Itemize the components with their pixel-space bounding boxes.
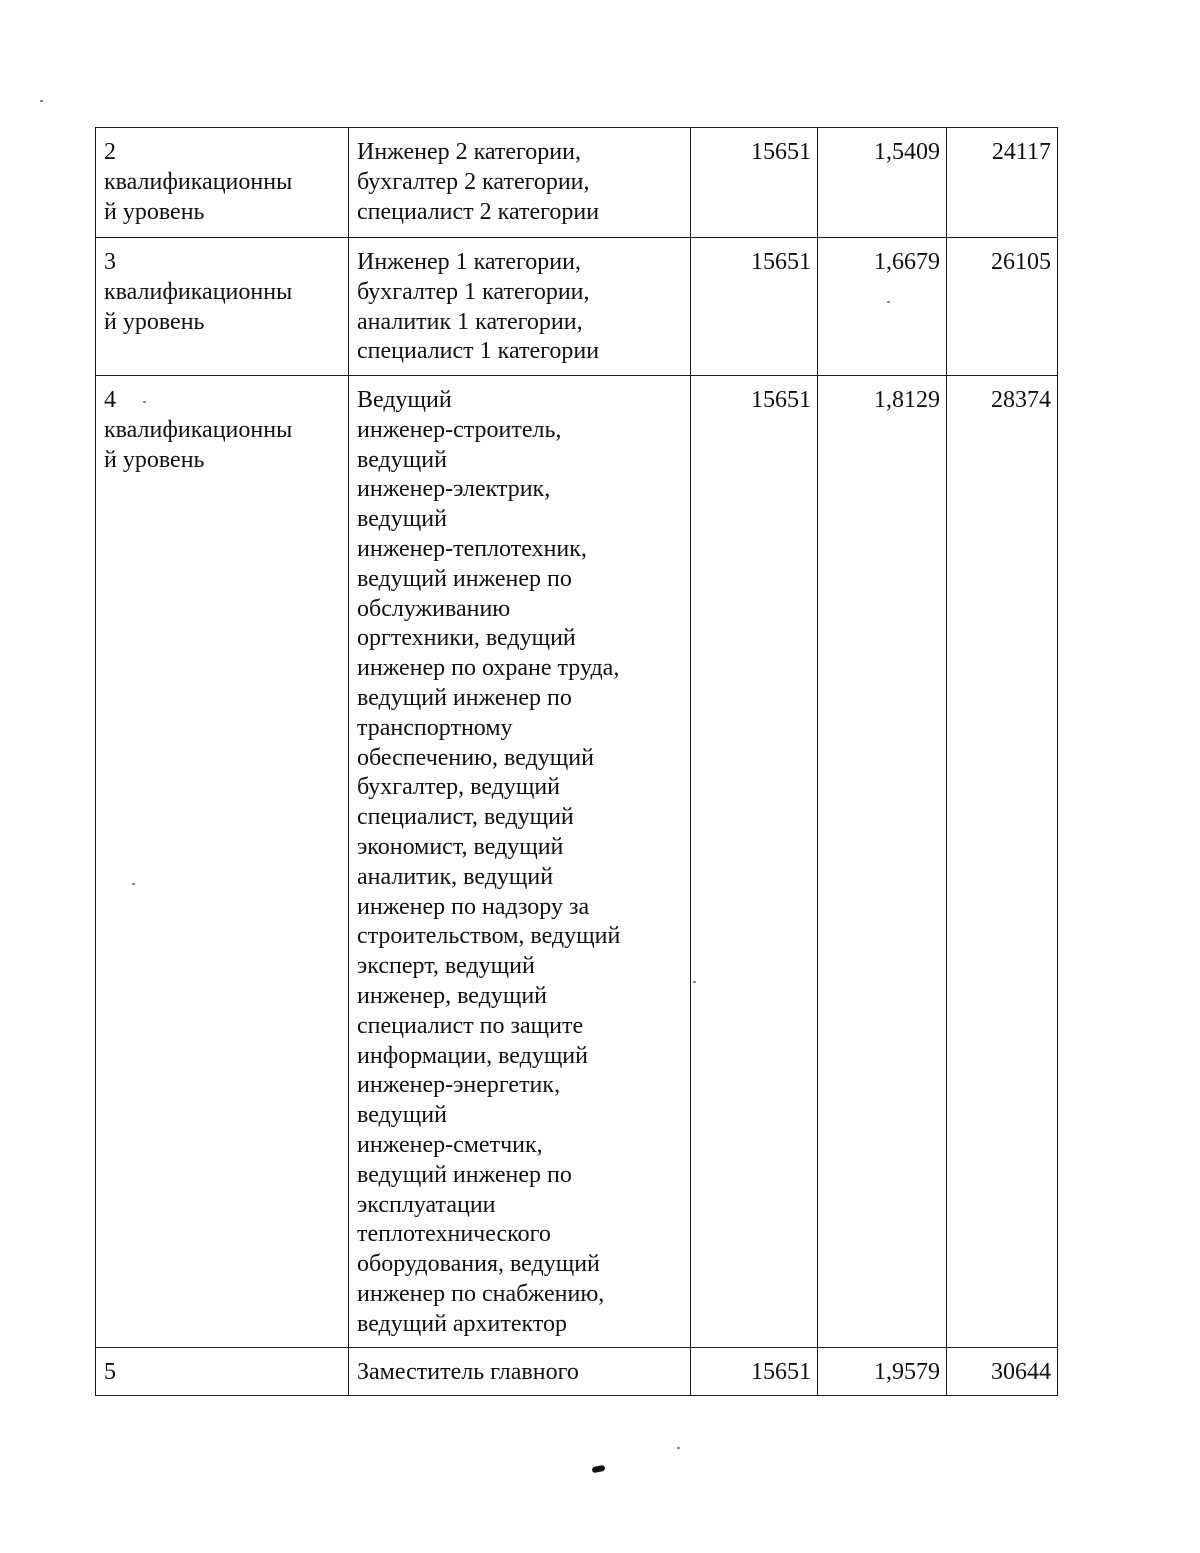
position-line: эксплуатации [357, 1191, 496, 1218]
position-line: бухгалтер, ведущий [357, 774, 561, 801]
position-line: теплотехнического [357, 1221, 551, 1248]
salary-cell: 30644 [947, 1348, 1058, 1396]
position-line: специалист по защите [357, 1012, 584, 1039]
ink-mark [592, 1465, 606, 1474]
level-line: 2 [104, 139, 116, 165]
salary-cell: 26105 [947, 238, 1058, 376]
level-line: й уровень [104, 446, 205, 473]
qualification-level-cell [96, 238, 349, 376]
level-line: 4 [104, 387, 116, 413]
position-line: бухгалтер 2 категории, [357, 168, 590, 195]
position-line: экономист, ведущий [357, 833, 564, 860]
qualification-level-cell [96, 1348, 349, 1396]
coefficient-cell: 1,9579 [818, 1348, 947, 1396]
position-line: строительством, ведущий [357, 923, 621, 950]
positions-cell [349, 376, 691, 1348]
scan-speck [132, 883, 135, 885]
base-salary-cell: 15651 [691, 128, 818, 238]
position-line: Инженер 1 категории, [357, 249, 581, 275]
position-line: инженер-энергетик, [357, 1072, 561, 1099]
base-salary-cell: 15651 [691, 238, 818, 376]
positions-cell [349, 238, 691, 376]
qualification-level-cell [96, 376, 349, 1348]
salary-cell: 28374 [947, 376, 1058, 1348]
salary-cell: 24117 [947, 128, 1058, 238]
position-line: инженер, ведущий [357, 982, 548, 1009]
position-line: инженер по охране труда, [357, 655, 620, 682]
position-line: ведущий инженер по [357, 1161, 572, 1188]
qualification-level-cell [96, 128, 349, 238]
position-line: ведущий [357, 446, 447, 473]
position-line: специалист 2 категории [357, 198, 600, 225]
scan-speck [887, 301, 890, 303]
position-line: аналитик, ведущий [357, 863, 554, 890]
position-line: ведущий архитектор [357, 1310, 568, 1337]
position-line: ведущий инженер по [357, 684, 572, 711]
position-line: Заместитель главного [357, 1359, 579, 1385]
position-line: обслуживанию [357, 595, 511, 622]
position-line: специалист, ведущий [357, 804, 574, 831]
position-line: инженер по надзору за [357, 893, 590, 920]
salary-table [95, 127, 1058, 1396]
coefficient-cell: 1,5409 [818, 128, 947, 238]
positions-cell [349, 1348, 691, 1396]
position-line: инженер-строитель, [357, 416, 562, 443]
position-line: оргтехники, ведущий [357, 625, 576, 652]
base-salary-cell: 15651 [691, 376, 818, 1348]
position-line: информации, ведущий [357, 1042, 588, 1069]
table-row [96, 238, 1058, 376]
position-line: бухгалтер 1 категории, [357, 278, 590, 305]
base-salary-cell: 15651 [691, 1348, 818, 1396]
coefficient-cell: 1,8129 [818, 376, 947, 1348]
position-line: инженер по снабжению, [357, 1280, 605, 1307]
level-line: квалификационны [104, 168, 293, 195]
scan-speck [143, 401, 146, 403]
level-line: 5 [104, 1359, 116, 1385]
position-line: ведущий [357, 1102, 447, 1129]
scan-speck [677, 1447, 680, 1449]
position-line: ведущий [357, 506, 447, 533]
scan-speck [40, 100, 43, 102]
position-line: специалист 1 категории [357, 338, 600, 365]
scan-speck [693, 981, 696, 983]
table-row [96, 1348, 1058, 1396]
level-line: 3 [104, 249, 116, 275]
position-line: ведущий инженер по [357, 565, 572, 592]
level-line: квалификационны [104, 416, 293, 443]
position-line: инженер-теплотехник, [357, 535, 587, 562]
coefficient-cell: 1,6679 [818, 238, 947, 376]
position-line: Инженер 2 категории, [357, 139, 581, 165]
position-line: инженер-электрик, [357, 476, 551, 503]
position-line: оборудования, ведущий [357, 1251, 600, 1278]
table-row [96, 376, 1058, 1348]
level-line: й уровень [104, 308, 205, 335]
positions-cell [349, 128, 691, 238]
position-line: эксперт, ведущий [357, 953, 535, 980]
level-line: квалификационны [104, 278, 293, 305]
table-row [96, 128, 1058, 238]
position-line: аналитик 1 категории, [357, 308, 583, 335]
position-line: Ведущий [357, 387, 452, 413]
position-line: транспортному [357, 714, 513, 741]
position-line: инженер-сметчик, [357, 1131, 543, 1158]
level-line: й уровень [104, 198, 205, 225]
position-line: обеспечению, ведущий [357, 744, 594, 771]
